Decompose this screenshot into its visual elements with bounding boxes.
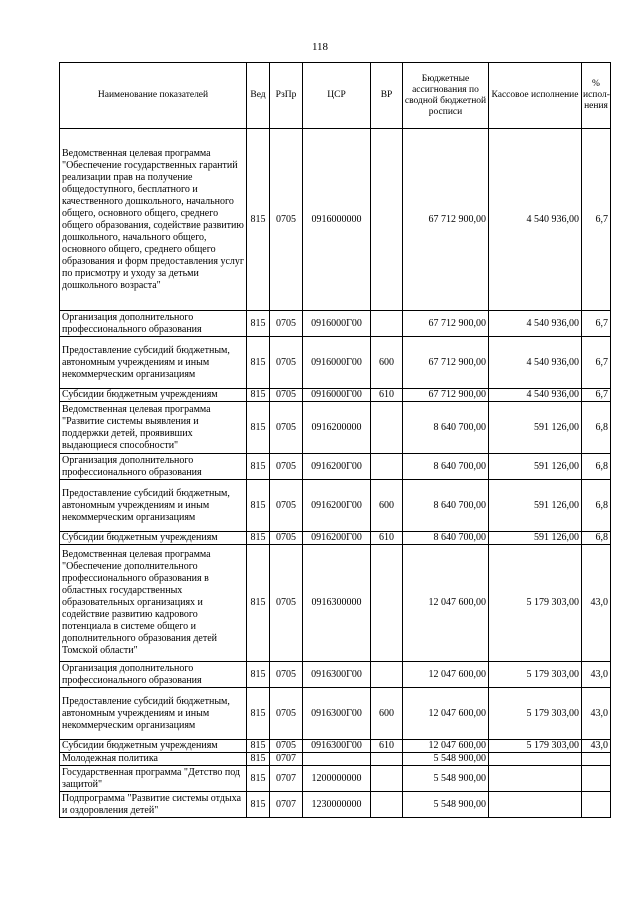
row-name: Предоставление субсидий бюджетным, автономным учреждениям и иным некоммерческим организациям [60,688,247,740]
row-percent: 43,0 [582,740,611,753]
row-percent: 6,8 [582,532,611,545]
header-plan: Бюджетные ассигнования по сводной бюджетной росписи [403,63,489,129]
row-plan: 8 640 700,00 [403,454,489,480]
row-rzpr: 0705 [270,688,303,740]
row-vr: 600 [371,337,403,389]
row-ved: 815 [247,688,270,740]
row-csr: 0916200Г00 [303,480,371,532]
row-csr: 0916000Г00 [303,337,371,389]
row-plan: 8 640 700,00 [403,480,489,532]
row-percent: 6,7 [582,337,611,389]
row-vr: 610 [371,389,403,402]
row-name: Молодежная политика [60,753,247,766]
table-row [60,792,611,818]
row-percent: 6,8 [582,480,611,532]
table-row [60,389,611,402]
row-ved: 815 [247,480,270,532]
row-csr: 0916200Г00 [303,532,371,545]
row-ved: 815 [247,402,270,454]
row-plan: 5 548 900,00 [403,766,489,792]
row-ved: 815 [247,454,270,480]
row-rzpr: 0705 [270,532,303,545]
row-plan: 67 712 900,00 [403,389,489,402]
table-row [60,454,611,480]
row-vr: 600 [371,480,403,532]
row-plan: 8 640 700,00 [403,532,489,545]
row-cash [489,792,582,818]
row-cash: 4 540 936,00 [489,337,582,389]
row-rzpr: 0707 [270,792,303,818]
row-vr [371,402,403,454]
row-ved: 815 [247,766,270,792]
row-vr [371,792,403,818]
row-csr: 1200000000 [303,766,371,792]
row-ved: 815 [247,311,270,337]
header-csr: ЦСР [303,63,371,129]
row-rzpr: 0705 [270,662,303,688]
row-name: Организация дополнительного профессионального образования [60,662,247,688]
row-name: Ведомственная целевая программа "Обеспечение государственных гарантий реализации прав на получение общедоступного, бесплатного и качественного дошкольного, начального общего, основного общего, среднего общего образования, содействие развитию дошкольного, начального общего, основного общего, среднего общего образования и форм предоставления услуг по присмотру и уходу за детьми дошкольного возраста" [60,129,247,311]
table-row [60,402,611,454]
row-csr: 0916300Г00 [303,688,371,740]
row-ved: 815 [247,662,270,688]
row-csr [303,753,371,766]
table-row [60,532,611,545]
row-cash: 591 126,00 [489,480,582,532]
row-ved: 815 [247,545,270,662]
row-csr: 0916200Г00 [303,454,371,480]
row-plan: 5 548 900,00 [403,792,489,818]
table-row [60,480,611,532]
row-name: Предоставление субсидий бюджетным, автономным учреждениям и иным некоммерческим организациям [60,337,247,389]
row-vr [371,662,403,688]
row-ved: 815 [247,740,270,753]
row-rzpr: 0705 [270,337,303,389]
row-plan: 12 047 600,00 [403,740,489,753]
row-plan: 8 640 700,00 [403,402,489,454]
row-percent: 6,8 [582,402,611,454]
row-plan: 12 047 600,00 [403,688,489,740]
header-ved: Вед [247,63,270,129]
row-plan: 67 712 900,00 [403,129,489,311]
row-cash: 591 126,00 [489,402,582,454]
row-vr [371,766,403,792]
table-header-row [60,63,611,129]
row-name: Организация дополнительного профессионального образования [60,454,247,480]
table-row [60,337,611,389]
row-name: Ведомственная целевая программа "Обеспечение дополнительного профессионального образования в областных государственных образовательных организациях и содействие развитию кадрового потенциала в системе общего и дополнительного образования детей Томской области" [60,545,247,662]
row-csr: 0916300000 [303,545,371,662]
row-rzpr: 0705 [270,129,303,311]
row-rzpr: 0707 [270,766,303,792]
row-plan: 67 712 900,00 [403,337,489,389]
header-name: Наименование показателей [60,63,247,129]
row-plan: 67 712 900,00 [403,311,489,337]
row-vr: 610 [371,740,403,753]
row-cash: 591 126,00 [489,532,582,545]
row-csr: 0916300Г00 [303,662,371,688]
row-cash: 591 126,00 [489,454,582,480]
row-cash [489,753,582,766]
row-rzpr: 0705 [270,454,303,480]
table-row [60,688,611,740]
row-name: Организация дополнительного профессионального образования [60,311,247,337]
row-plan: 12 047 600,00 [403,662,489,688]
row-percent [582,753,611,766]
row-percent: 43,0 [582,545,611,662]
table-row [60,129,611,311]
row-ved: 815 [247,753,270,766]
table-row [60,662,611,688]
row-vr [371,311,403,337]
row-percent: 43,0 [582,688,611,740]
row-plan: 5 548 900,00 [403,753,489,766]
row-csr: 1230000000 [303,792,371,818]
row-ved: 815 [247,337,270,389]
row-cash: 5 179 303,00 [489,688,582,740]
row-rzpr: 0707 [270,753,303,766]
row-ved: 815 [247,389,270,402]
table-row [60,766,611,792]
row-name: Предоставление субсидий бюджетным, автономным учреждениям и иным некоммерческим организациям [60,480,247,532]
row-percent [582,792,611,818]
header-rzpr: РзПр [270,63,303,129]
row-ved: 815 [247,532,270,545]
row-ved: 815 [247,129,270,311]
row-cash: 5 179 303,00 [489,662,582,688]
header-vr: ВР [371,63,403,129]
row-vr [371,129,403,311]
row-name: Субсидии бюджетным учреждениям [60,532,247,545]
header-percent: % испол-нения [582,63,611,129]
row-csr: 0916000Г00 [303,389,371,402]
row-vr: 600 [371,688,403,740]
row-cash: 4 540 936,00 [489,129,582,311]
row-percent [582,766,611,792]
header-cash: Кассовое исполнение [489,63,582,129]
row-rzpr: 0705 [270,389,303,402]
row-rzpr: 0705 [270,480,303,532]
row-rzpr: 0705 [270,402,303,454]
row-percent: 6,7 [582,129,611,311]
row-rzpr: 0705 [270,311,303,337]
row-percent: 6,7 [582,389,611,402]
row-cash: 5 179 303,00 [489,740,582,753]
row-name: Подпрограмма "Развитие системы отдыха и оздоровления детей" [60,792,247,818]
table-row [60,753,611,766]
row-rzpr: 0705 [270,545,303,662]
table-row [60,545,611,662]
row-cash [489,766,582,792]
row-cash: 5 179 303,00 [489,545,582,662]
row-vr [371,545,403,662]
row-rzpr: 0705 [270,740,303,753]
row-vr [371,753,403,766]
row-percent: 43,0 [582,662,611,688]
page-number: 118 [311,41,329,53]
row-name: Субсидии бюджетным учреждениям [60,389,247,402]
table-row [60,311,611,337]
budget-execution-table [59,62,611,818]
row-percent: 6,8 [582,454,611,480]
row-vr: 610 [371,532,403,545]
row-name: Субсидии бюджетным учреждениям [60,740,247,753]
table-row [60,740,611,753]
row-name: Государственная программа "Детство под защитой" [60,766,247,792]
row-vr [371,454,403,480]
row-plan: 12 047 600,00 [403,545,489,662]
row-cash: 4 540 936,00 [489,389,582,402]
row-csr: 0916000000 [303,129,371,311]
row-csr: 0916300Г00 [303,740,371,753]
row-percent: 6,7 [582,311,611,337]
row-csr: 0916200000 [303,402,371,454]
row-cash: 4 540 936,00 [489,311,582,337]
row-csr: 0916000Г00 [303,311,371,337]
row-name: Ведомственная целевая программа "Развитие системы выявления и поддержки детей, проявивших выдающиеся способности" [60,402,247,454]
row-ved: 815 [247,792,270,818]
